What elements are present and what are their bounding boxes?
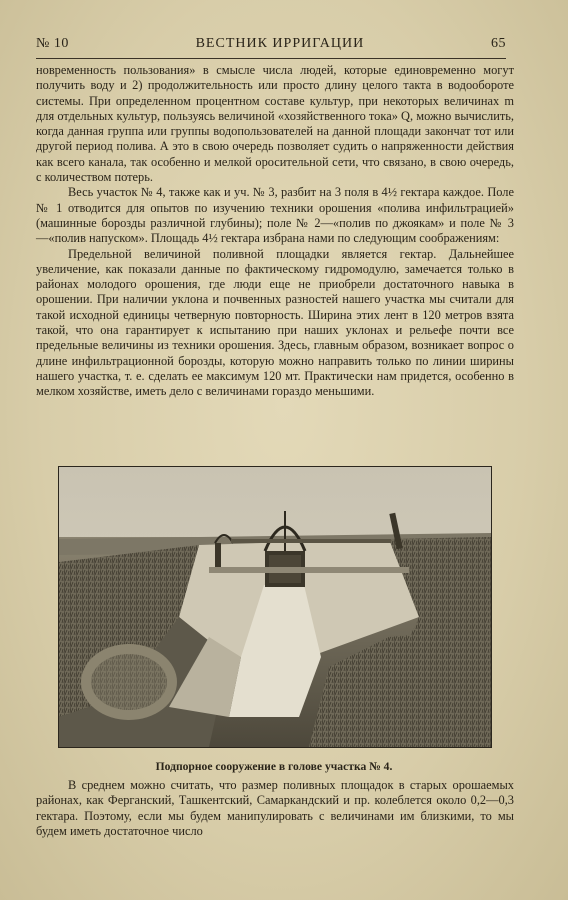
paragraph: новременность пользования» в смысле числа людей, которые единовременно могут получить воду и 2) продолжительность или просто длину целого такта в водообороте системы. При определенном процентном составе культур, при некоторых величинах m для отдельных культур, пользуясь величиной «хозяйственного тока» Q, можно вычислить, когда данная группа или группы водопользователей на данной площади закончат тот или другой период полива. А это в свою очередь позволяет судить о напряженности действия как всего канала, так особенно и мелкой оросительной сети, что связано, в свою очередь, с количеством потерь. [36,63,514,185]
page-number: 65 [490,36,506,51]
figure-caption: Подпорное сооружение в голове участка № 4. [155,760,393,773]
body-text-bottom [36,778,514,839]
header-rule [36,58,506,59]
paragraph: Весь участок № 4, также как и уч. № 3, разбит на 3 поля в 4½ гектара каждое. Поле № 1 отводится для опытов по изучению техники орошения «полива инфильтрацией» (машинные борозды различной глубины); поле № 2—«полив по джоякам» и поле № 3—«полив напуском». Площадь 4½ гектара избрана нами по следующим соображениям: [36,185,514,246]
paragraph: В среднем можно считать, что размер поливных площадок в старых орошаемых районах, как Ферганский, Ташкентский, Самаркандский и пр. колеблется около 0,2—0,3 гектара. Поэтому, если мы будем манипулировать с величинами им близкими, то мы будем иметь достаточное число [36,778,514,838]
body-text-top [36,63,514,400]
running-head [36,36,506,56]
journal-title: ВЕСТНИК ИРРИГАЦИИ [195,36,365,51]
issue-number: № 10 [36,36,69,51]
photo-illustration [59,467,491,747]
photograph-weir-structure [58,466,492,748]
paragraph: Предельной величиной поливной площадки является гектар. Дальнейшее увеличение, как показали данные по фактическому гидромодулю, замечается только в районах молодого орошения, где люди еще не приобрели достаточного навыка в орошении. При наличии уклона и почвенных разностей нашего участка мы считали для такой исходной единицы четверную повторность. Ширина этих лент в 120 метров взята такой, что она гарантирует к испытанию при наших уклонах и рельефе почти все предельные величины из техники орошения. Здесь, главным образом, возникает вопрос о длине инфильтрационной борозды, которую можно направить только по линии ширины нашего участка, т. е. сделать ее максимум 120 мт. Практически нам придется, особенно в мелком хозяйстве, иметь дело с величинами гораздо меньшими. [36,246,514,399]
